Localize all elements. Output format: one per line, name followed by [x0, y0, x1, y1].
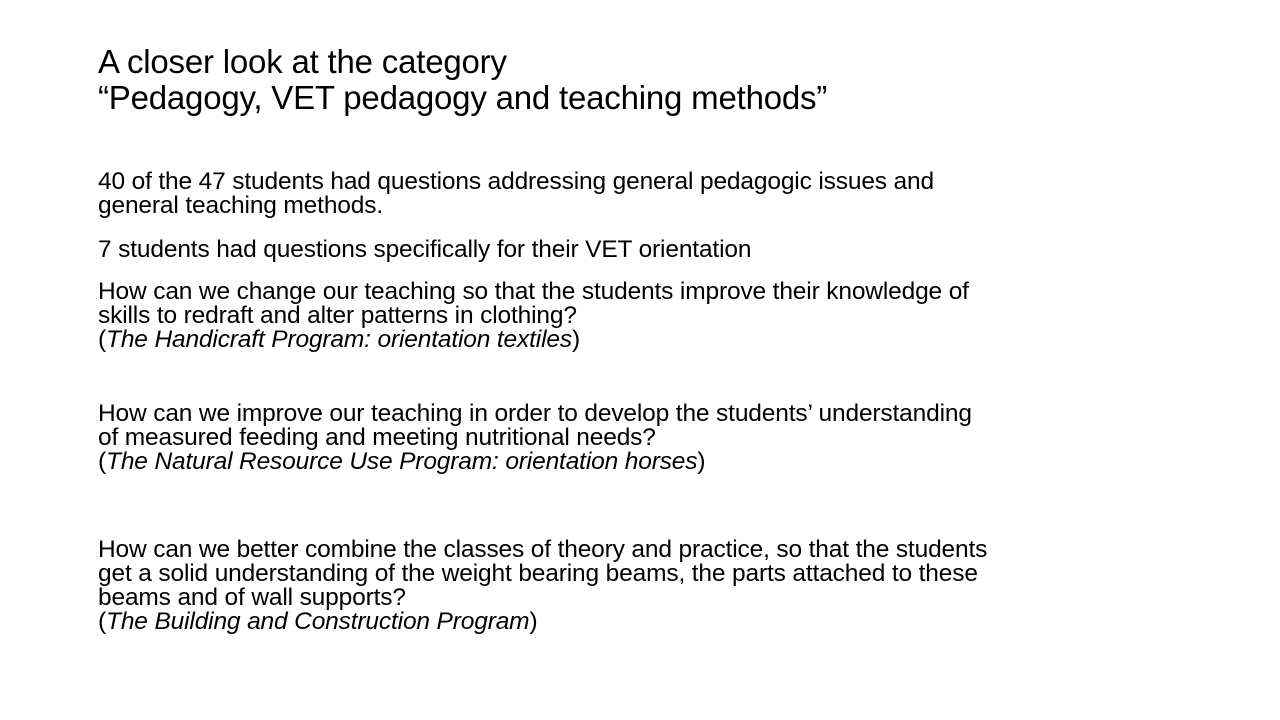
paragraph-line: general teaching methods.	[98, 192, 383, 219]
paragraph-line: 7 students had questions specifically for their VET orientation	[98, 236, 752, 263]
question-line: How can we better combine the classes of theory and practice, so that the students	[98, 536, 988, 563]
question-line: How can we change our teaching so that the students improve their knowledge of	[98, 278, 969, 305]
paragraph-general-pedagogy	[98, 170, 934, 218]
question-line: skills to redraft and alter patterns in clothing?	[98, 302, 577, 329]
question-line: beams and of wall supports?	[98, 584, 406, 611]
title-line-2: “Pedagogy, VET pedagogy and teaching methods”	[98, 79, 828, 116]
paragraph-line: 40 of the 47 students had questions addressing general pedagogic issues and	[98, 168, 934, 195]
program-name: The Building and Construction Program	[106, 608, 530, 635]
program-reference: (The Building and Construction Program)	[98, 608, 538, 635]
title-line-1: A closer look at the category	[98, 43, 507, 80]
program-name: The Handicraft Program: orientation textiles	[106, 326, 572, 353]
question-line: get a solid understanding of the weight bearing beams, the parts attached to these	[98, 560, 978, 587]
program-name: The Natural Resource Use Program: orientation horses	[106, 448, 698, 475]
program-reference: (The Handicraft Program: orientation textiles)	[98, 326, 580, 353]
question-line: How can we improve our teaching in order to develop the students’ understanding	[98, 400, 972, 427]
question-building-construction	[98, 538, 987, 634]
question-handicraft	[98, 280, 969, 352]
question-natural-resource	[98, 402, 972, 474]
program-reference: (The Natural Resource Use Program: orientation horses)	[98, 448, 706, 475]
question-line: of measured feeding and meeting nutritional needs?	[98, 424, 656, 451]
paragraph-vet-orientation	[98, 238, 751, 262]
slide-title	[98, 44, 1218, 116]
